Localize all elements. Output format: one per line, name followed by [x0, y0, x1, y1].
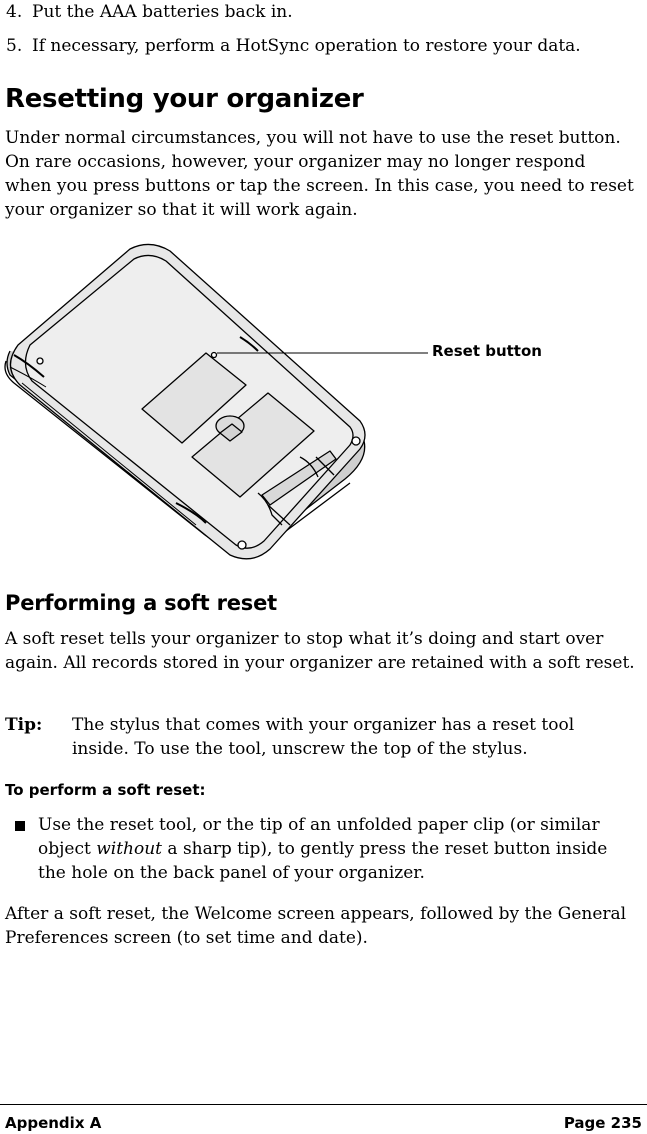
section-title: Resetting your organizer: [5, 84, 364, 114]
step-5: [6, 34, 581, 58]
tip-text: The stylus that comes with your organizer has a reset tool inside. To use the tool, unscrew the top of the stylus.: [72, 715, 575, 759]
tip-label: Tip:: [5, 715, 43, 735]
step-text: If necessary, perform a HotSync operation to restore your data.: [32, 36, 581, 56]
step-4: [6, 0, 293, 24]
procedure-title: To perform a soft reset:: [5, 781, 206, 799]
step-number: 4.: [6, 2, 23, 22]
step-number: 5.: [6, 36, 23, 56]
bullet-text-part: a sharp tip), to gently press the reset button inside the hole on the back panel of your organizer.: [38, 839, 608, 883]
intro-paragraph: Under normal circumstances, you will not have to use the reset button. On rare occasions, however, your organizer may no longer respond when you press buttons or tap the screen. In this case, you need to reset your organizer so that it will work again.: [5, 128, 634, 220]
reset-button-callout: Reset button: [432, 342, 542, 360]
footer-page-number: Page 235: [563, 1114, 642, 1132]
bullet-text-part: Use the reset tool, or the tip of an unfolded paper clip (or similar object: [38, 815, 600, 859]
subsection-title: Performing a soft reset: [5, 591, 277, 615]
soft-reset-description: A soft reset tells your organizer to stop what it’s doing and start over again. All records stored in your organizer are retained with a soft reset.: [5, 629, 635, 673]
bullet-emphasis: without: [96, 839, 163, 859]
after-reset-paragraph: After a soft reset, the Welcome screen appears, followed by the General Preferences screen (to set time and date).: [5, 904, 627, 948]
step-text: Put the AAA batteries back in.: [32, 2, 293, 22]
bullet-square-icon: [15, 821, 25, 831]
bullet-text: [38, 813, 638, 885]
footer-divider: [0, 1104, 647, 1105]
footer-chapter: Appendix A: [5, 1114, 102, 1132]
organizer-back-figure: [0, 243, 560, 568]
